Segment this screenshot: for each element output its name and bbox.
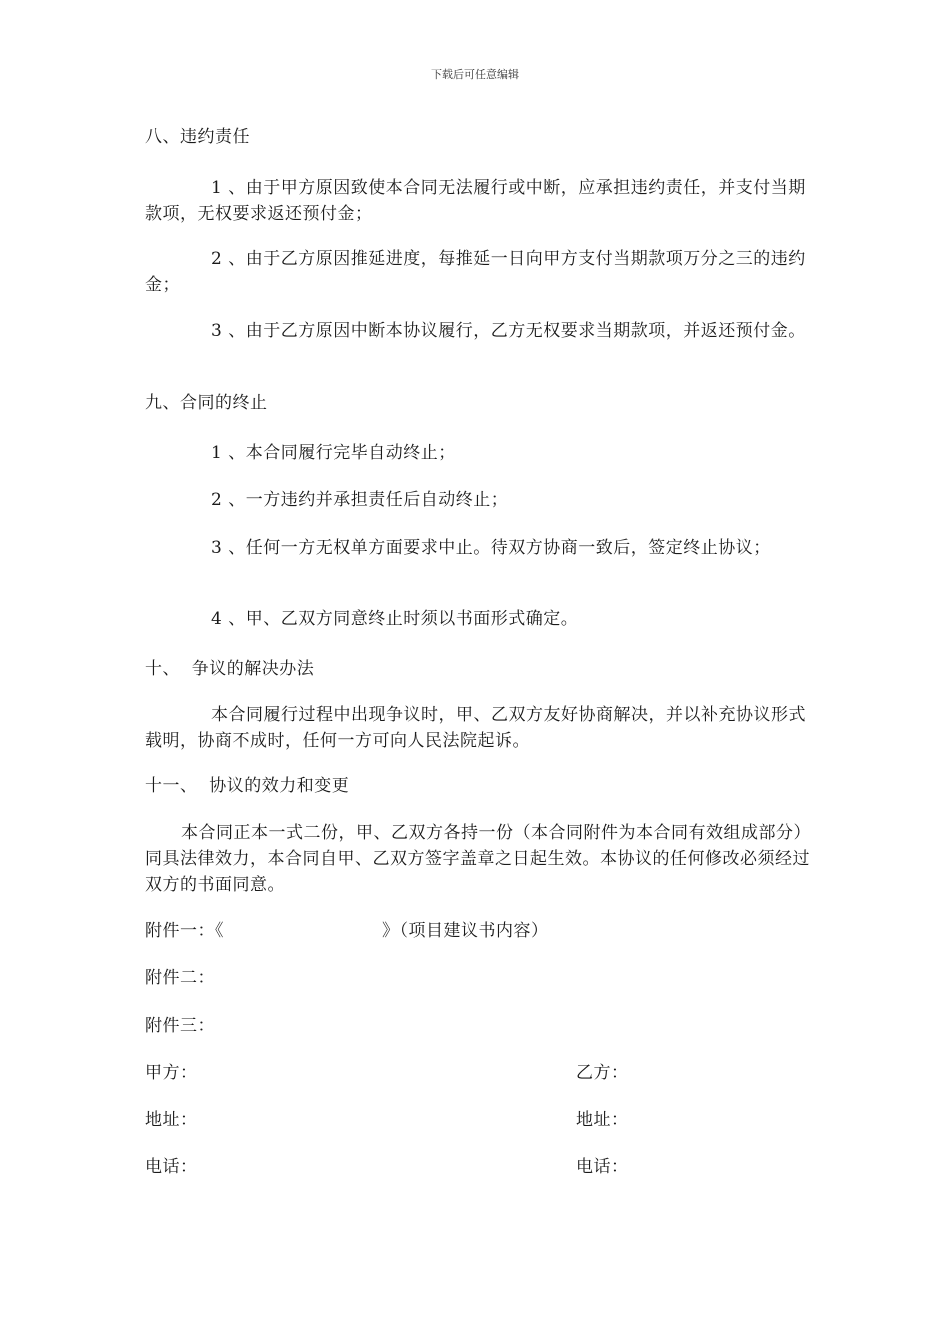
party-b-phone-label: 电话： (576, 1157, 629, 1177)
section-8-item-2: 2 、由于乙方原因推延进度，每推延一日向甲方支付当期款项万分之三的违约金； (145, 249, 806, 295)
section-9-item-4: 4 、甲、乙双方同意终止时须以书面形式确定。 (211, 609, 579, 629)
header-note: 下载后可任意编辑 (431, 68, 519, 81)
section-8-item-1: 1 、由于甲方原因致使本合同无法履行或中断，应承担违约责任，并支付当期款项，无权要求返还预付金； (145, 178, 806, 224)
attachment-three: 附件三： (145, 1016, 215, 1036)
section-9-item-3: 3 、任何一方无权单方面要求中止。待双方协商一致后，签定终止协议； (211, 538, 771, 558)
section-11-title: 十一、 协议的效力和变更 (145, 776, 350, 796)
section-8-title: 八、违约责任 (145, 127, 250, 147)
attachment-one-suffix: 》（项目建议书内容） (382, 921, 549, 941)
party-b-address-label: 地址： (576, 1110, 629, 1130)
attachment-one (145, 918, 549, 944)
section-9-title: 九、合同的终止 (145, 393, 268, 413)
attachment-one-prefix: 附件一：《 (145, 921, 224, 941)
section-9-item-1: 1 、本合同履行完毕自动终止； (211, 443, 456, 463)
party-a-address-label: 地址： (145, 1110, 198, 1130)
party-a-label: 甲方： (145, 1063, 198, 1083)
section-10-body: 本合同履行过程中出现争议时，甲、乙双方友好协商解决，并以补充协议形式载明，协商不成时，任何一方可向人民法院起诉。 (145, 705, 806, 751)
attachment-two: 附件二： (145, 968, 215, 988)
section-10-title: 十、 争议的解决办法 (145, 659, 315, 679)
section-8-item-3: 3 、由于乙方原因中断本协议履行，乙方无权要求当期款项，并返还预付金。 (211, 321, 806, 341)
section-9-item-2: 2 、一方违约并承担责任后自动终止； (211, 490, 509, 510)
party-a-phone-label: 电话： (145, 1157, 198, 1177)
section-11-body: 本合同正本一式二份，甲、乙双方各持一份（本合同附件为本合同有效组成部分）同具法律效力，本合同自甲、乙双方签字盖章之日起生效。本协议的任何修改必须经过双方的书面同意。 (145, 823, 811, 895)
party-b-label: 乙方： (576, 1063, 629, 1083)
